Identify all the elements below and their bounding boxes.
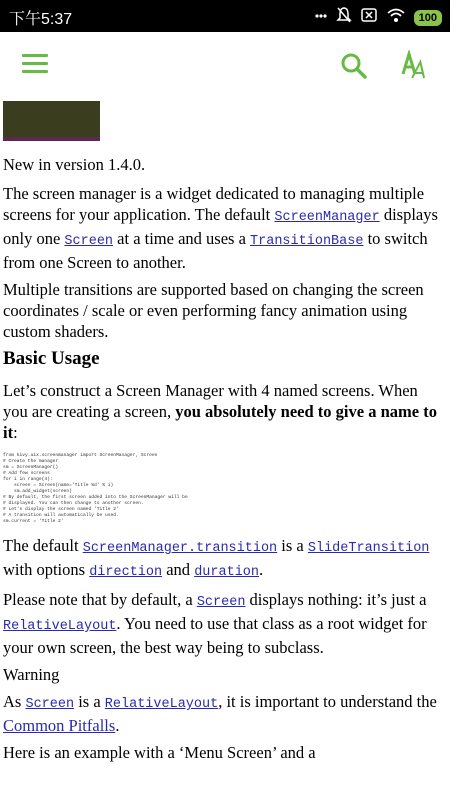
status-icons bbox=[314, 6, 442, 29]
signal-dots-icon bbox=[314, 6, 328, 29]
battery-icon: 100 bbox=[414, 10, 442, 26]
code-line: # Create the manager bbox=[3, 459, 59, 464]
warning-text-1: As bbox=[3, 692, 26, 711]
wifi-icon bbox=[386, 6, 406, 29]
default-text-2: is a bbox=[277, 536, 308, 555]
intro-text-2: displays only one bbox=[3, 205, 438, 248]
warning-label: Warning bbox=[3, 665, 60, 684]
note-paragraph bbox=[3, 589, 443, 658]
note-text-3: . You need to use that class as a root widget for your own screen, the best way being to subclass. bbox=[3, 614, 427, 657]
status-bar bbox=[0, 0, 450, 32]
code-line: sm.current = 'Title 2' bbox=[3, 519, 64, 524]
code-block bbox=[3, 453, 443, 525]
usage-bold-text: you absolutely need to give a name to it bbox=[3, 402, 437, 442]
code-line: screen = Screen(name='Title %d' % i) bbox=[3, 483, 114, 488]
usage-text-2: : bbox=[13, 423, 18, 442]
status-time: 下午5:37 bbox=[9, 11, 73, 28]
code-line: sm.add_widget(screen) bbox=[3, 489, 72, 494]
search-icon[interactable] bbox=[340, 52, 368, 80]
note-text-1: Please note that by default, a bbox=[3, 590, 197, 609]
code-line: # displayed. You can then change to another screen. bbox=[3, 501, 144, 506]
default-text-4: and bbox=[162, 560, 195, 579]
slidetransition-link[interactable]: SlideTransition bbox=[307, 541, 430, 556]
app-bar bbox=[0, 32, 450, 100]
usage-paragraph bbox=[3, 380, 443, 443]
screenmanager-link[interactable]: ScreenManager bbox=[274, 210, 380, 225]
default-text-5: . bbox=[259, 560, 264, 579]
code-line: # Let's display the screen named 'Title 2' bbox=[3, 507, 119, 512]
screen-link[interactable]: Screen bbox=[25, 697, 75, 712]
common-pitfalls-link[interactable]: Common Pitfalls bbox=[3, 716, 116, 735]
default-text-3: with options bbox=[3, 560, 90, 579]
screenmanager-transition-link[interactable]: ScreenManager.transition bbox=[82, 541, 278, 556]
intro-paragraph bbox=[3, 183, 443, 273]
intro-text-4: to switch from one Screen to another. bbox=[3, 229, 428, 272]
code-line: # Add few screens bbox=[3, 471, 50, 476]
font-size-icon[interactable] bbox=[400, 50, 432, 82]
default-transition-paragraph bbox=[3, 535, 443, 583]
intro-text-1: The screen manager is a widget dedicated to managing multiple screens for your application. The default bbox=[3, 184, 425, 224]
default-text-1: The default bbox=[3, 536, 83, 555]
warning-text-3: , it is important to understand the bbox=[218, 692, 437, 711]
usage-text-1: Let’s construct a Screen Manager with 4 named screens. When you are creating a screen, bbox=[3, 381, 418, 421]
version-note: New in version 1.4.0. bbox=[3, 155, 146, 174]
basic-usage-heading: Basic Usage bbox=[3, 348, 100, 369]
doc-content bbox=[3, 100, 443, 769]
hamburger-menu-icon[interactable] bbox=[22, 54, 48, 76]
screen-link[interactable]: Screen bbox=[64, 234, 114, 249]
relativelayout-link[interactable]: RelativeLayout bbox=[3, 619, 117, 634]
code-line: for i in range(4): bbox=[3, 477, 53, 482]
example-paragraph: Here is an example with a ‘Menu Screen’ and a bbox=[3, 743, 316, 762]
warning-paragraph bbox=[3, 691, 443, 736]
warning-text-2: is a bbox=[74, 692, 105, 711]
code-line: sm = ScreenManager() bbox=[3, 465, 59, 470]
warning-text-4: . bbox=[115, 716, 120, 735]
duration-link[interactable]: duration bbox=[194, 565, 259, 580]
code-line: # A transition will automatically be used. bbox=[3, 513, 119, 518]
screen-link[interactable]: Screen bbox=[196, 595, 246, 610]
transitionbase-link[interactable]: TransitionBase bbox=[250, 234, 364, 249]
relativelayout-link[interactable]: RelativeLayout bbox=[104, 697, 219, 712]
direction-link[interactable]: direction bbox=[89, 565, 163, 580]
sim-blocked-icon bbox=[360, 6, 378, 29]
kivy-logo-image bbox=[3, 101, 100, 141]
intro-text-3: at a time and uses a bbox=[113, 229, 251, 248]
transitions-paragraph: Multiple transitions are supported based on changing the screen coordinates / scale or even performing fancy animation using custom shaders. bbox=[3, 280, 424, 341]
mute-icon bbox=[336, 6, 352, 29]
code-line: # By default, the first screen added into the ScreenManager will be bbox=[3, 495, 188, 500]
code-line: from kivy.uix.screenmanager import ScreenManager, Screen bbox=[3, 453, 158, 458]
note-text-2: displays nothing: it’s just a bbox=[245, 590, 427, 609]
